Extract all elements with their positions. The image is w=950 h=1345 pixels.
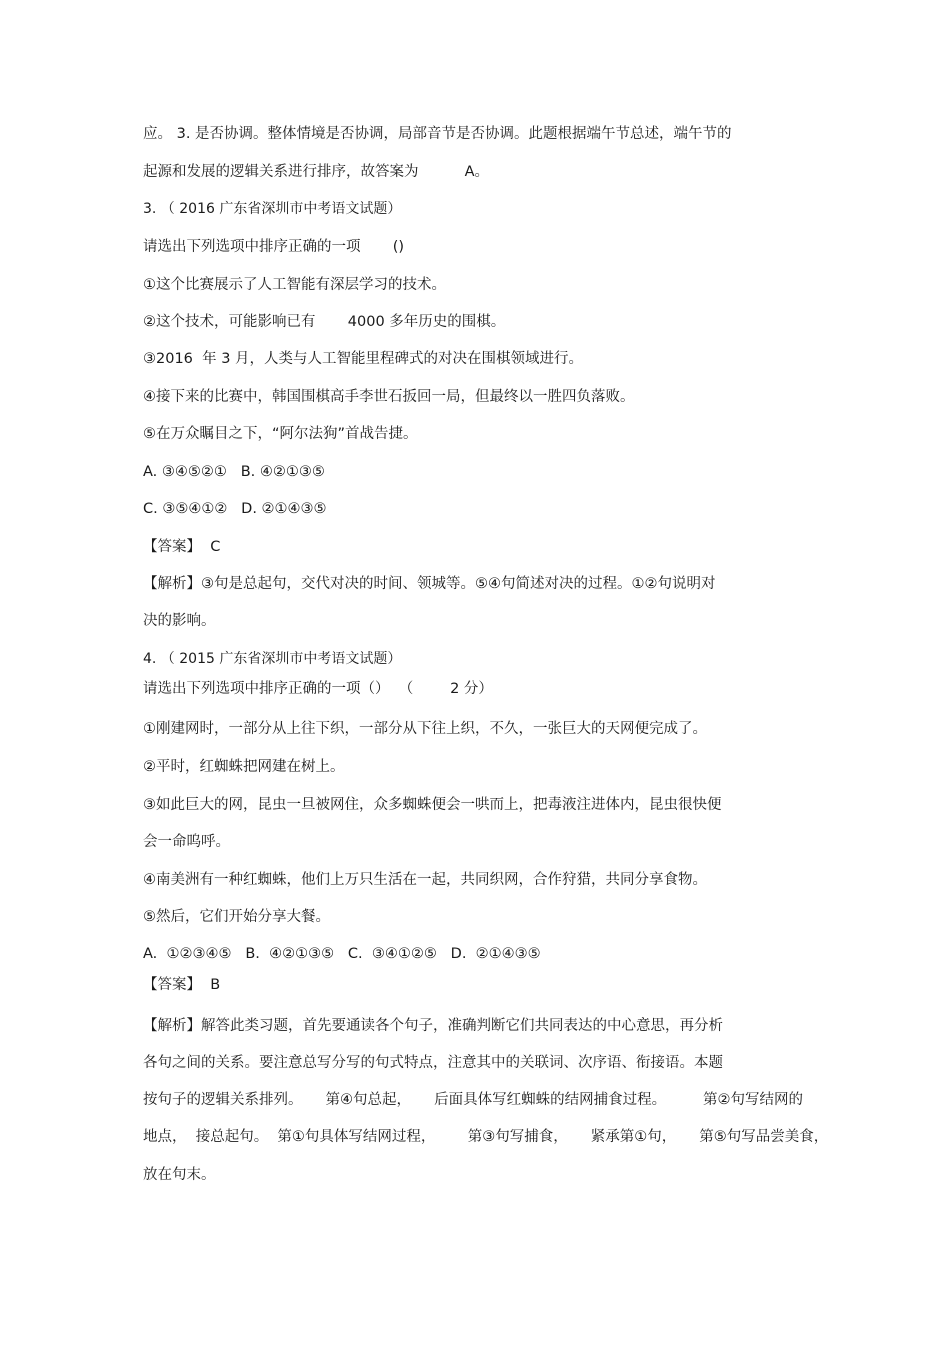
q3-item-3: ③2016 年 3 月，人类与人工智能里程碑式的对决在围棋领域进行。 bbox=[143, 351, 584, 367]
q3-item-4: ④接下来的比赛中，韩国围棋高手李世石扳回一局，但最终以一胜四负落败。 bbox=[143, 389, 635, 405]
q3-stem: 请选出下列选项中排序正确的一项 () bbox=[143, 239, 405, 255]
q4-analysis-line-1: 【解析】解答此类习题，首先要通读各个句子，准确判断它们共同表达的中心意思，再分析 bbox=[143, 1018, 723, 1034]
q4-item-3: ③如此巨大的网，昆虫一旦被网住，众多蜘蛛便会一哄而上，把毒液注进体内，昆虫很快便 bbox=[143, 797, 722, 813]
q4-title: 4. （ 2015 广东省深圳市中考语文试题） bbox=[143, 651, 402, 667]
q3-analysis-line-1: 【解析】③句是总起句，交代对决的时间、领城等。⑤④句简述对决的过程。①②句说明对 bbox=[143, 576, 716, 592]
q3-item-5: ⑤在万众瞩目之下，“阿尔法狗”首战告捷。 bbox=[143, 426, 418, 442]
q4-stem: 请选出下列选项中排序正确的一项（） （ 2 分） bbox=[143, 681, 493, 697]
q4-analysis-line-2: 各句之间的关系。要注意总写分写的句式特点，注意其中的关联词、次序语、衔接语。本题 bbox=[143, 1055, 723, 1071]
q4-options: A. ①②③④⑤ B. ④②①③⑤ C. ③④①②⑤ D. ②①④③⑤ bbox=[143, 946, 541, 962]
q3-options-ab: A. ③④⑤②① B. ④②①③⑤ bbox=[143, 464, 325, 480]
q4-analysis-line-3: 按句子的逻辑关系排列。 第④句总起， 后面具体写红蜘蛛的结网捕食过程。 第②句写结网的 bbox=[143, 1092, 803, 1108]
q4-item-5: ⑤然后，它们开始分享大餐。 bbox=[143, 909, 330, 925]
q3-answer: 【答案】 C bbox=[143, 539, 221, 555]
q4-analysis-line-4: 地点， 接总起句。 第①句具体写结网过程， 第③句写捕食， 紧承第①句， 第⑤句写品尝美食， bbox=[143, 1129, 829, 1145]
q4-item-2: ②平时，红蜘蛛把网建在树上。 bbox=[143, 759, 345, 775]
q4-analysis-line-5: 放在句末。 bbox=[143, 1167, 216, 1183]
continuation-line-1: 应。 3. 是否协调。整体情境是否协调，局部音节是否协调。此题根据端午节总述，端午节的 bbox=[143, 126, 732, 142]
continuation-line-2: 起源和发展的逻辑关系进行排序，故答案为 A。 bbox=[143, 164, 490, 180]
q4-item-3-cont: 会一命呜呼。 bbox=[143, 834, 230, 850]
q3-item-1: ①这个比赛展示了人工智能有深层学习的技术。 bbox=[143, 277, 446, 293]
q4-answer: 【答案】 B bbox=[143, 977, 221, 993]
q3-item-2: ②这个技术，可能影响已有 4000 多年历史的围棋。 bbox=[143, 314, 506, 330]
q3-title: 3. （ 2016 广东省深圳市中考语文试题） bbox=[143, 201, 402, 217]
q3-options-cd: C. ③⑤④①② D. ②①④③⑤ bbox=[143, 501, 327, 517]
q4-item-4: ④南美洲有一种红蜘蛛，他们上万只生活在一起，共同织网，合作狩猎，共同分享食物。 bbox=[143, 872, 707, 888]
q3-analysis-line-2: 决的影响。 bbox=[143, 613, 216, 629]
q4-item-1: ①刚建网时，一部分从上往下织，一部分从下往上织，不久，一张巨大的天网便完成了。 bbox=[143, 721, 707, 737]
